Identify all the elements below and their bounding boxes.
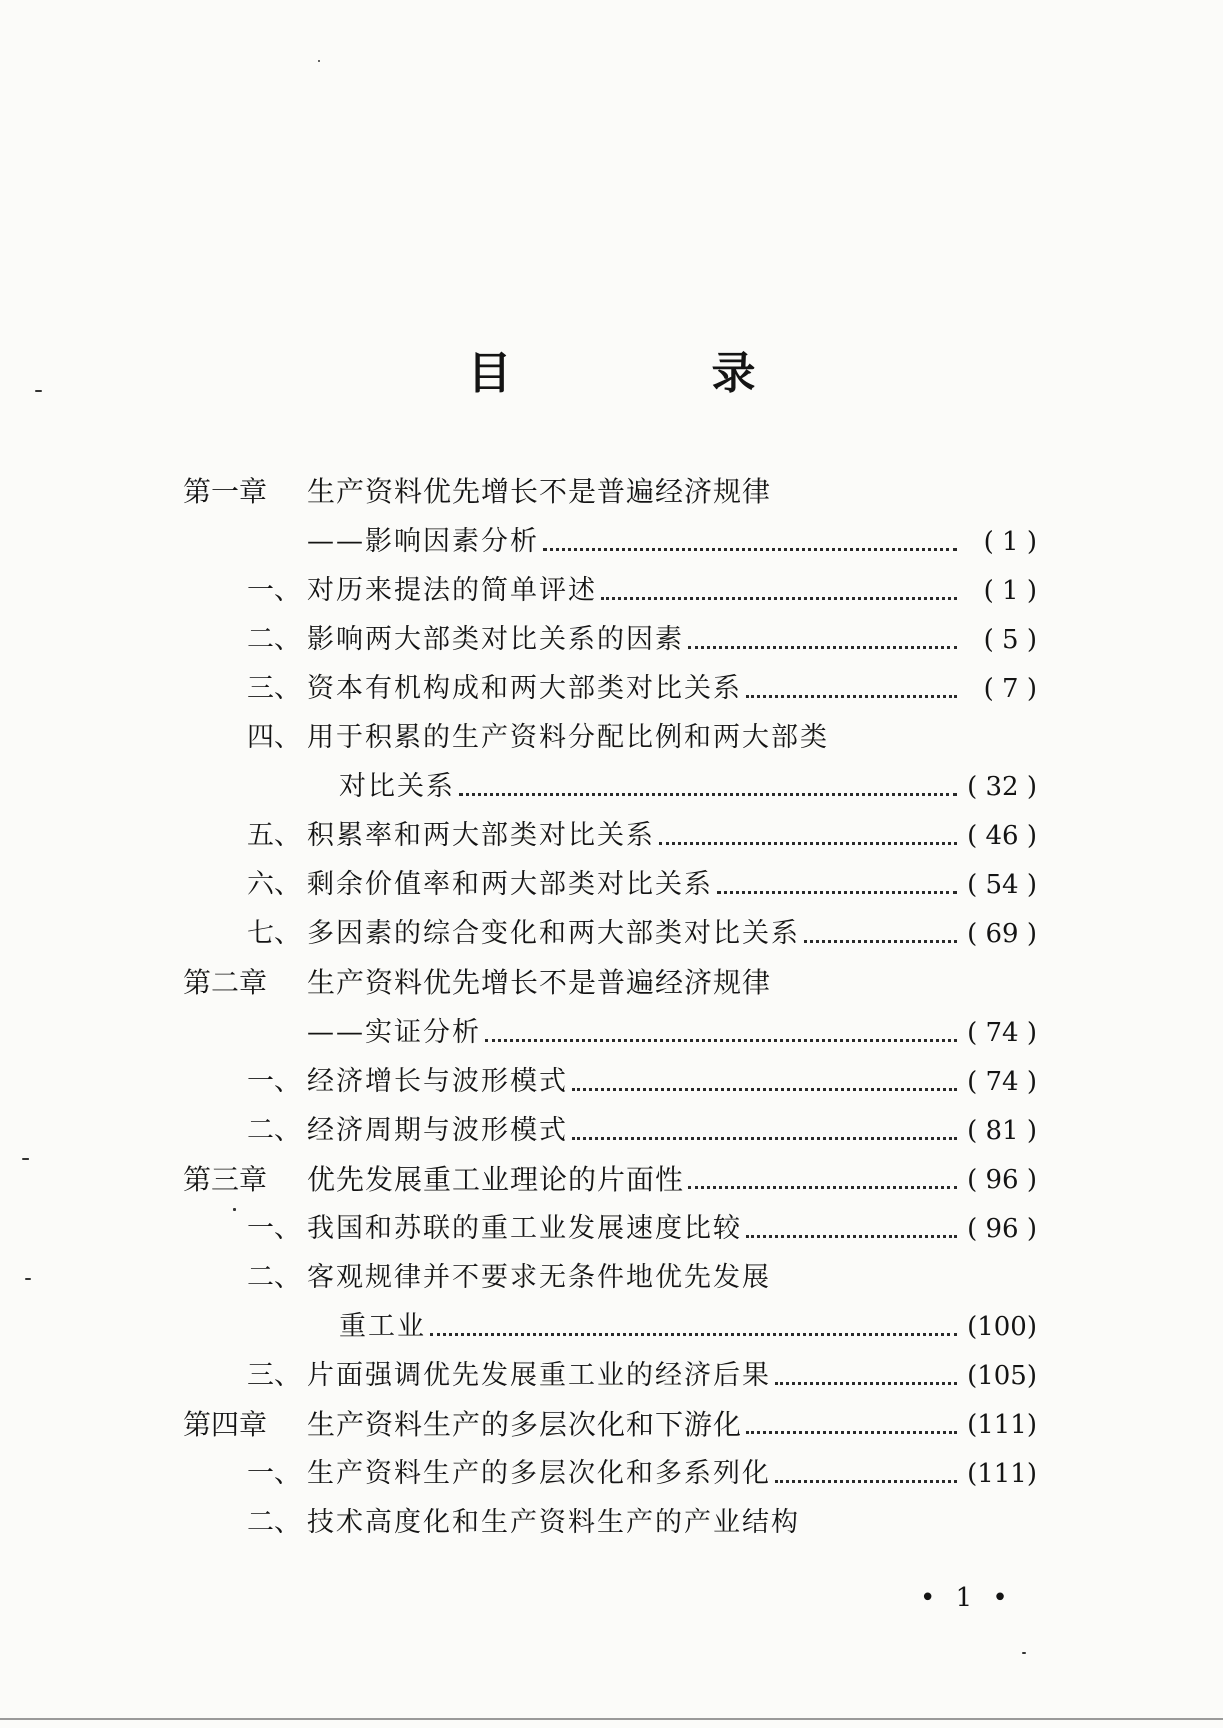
toc-entry-section[interactable] xyxy=(247,816,1037,856)
toc-entry-section[interactable] xyxy=(247,718,1037,758)
section-number: 二、 xyxy=(247,1115,301,1146)
entry-title: 生产资料生产的多层次化和下游化 xyxy=(307,1408,743,1441)
page-number: ( 96 ) xyxy=(967,1214,1037,1244)
scan-speck xyxy=(233,1208,236,1211)
entry-title: 客观规律并不要求无条件地优先发展 xyxy=(307,1262,771,1293)
leader-dots xyxy=(459,793,957,796)
page-number: ( 69 ) xyxy=(967,919,1037,949)
entry-title: 对比关系 xyxy=(339,771,455,802)
section-number: 一、 xyxy=(247,1213,301,1244)
toc-entry-section[interactable] xyxy=(247,1258,1037,1298)
leader-dots xyxy=(430,1333,957,1336)
chapter-label: 第一章 xyxy=(183,475,268,508)
toc-entry-section[interactable] xyxy=(247,620,1037,660)
entry-title: 影响两大部类对比关系的因素 xyxy=(307,624,684,655)
page-number: ( 32 ) xyxy=(967,772,1037,802)
leader-dots xyxy=(572,1088,957,1091)
entry-title: ——实证分析 xyxy=(307,1017,481,1048)
leader-dots xyxy=(688,646,957,649)
page-number: (111) xyxy=(967,1459,1037,1489)
page-title: 目 录 xyxy=(467,348,834,399)
page-number: ( 81 ) xyxy=(967,1116,1037,1146)
section-number: 三、 xyxy=(247,673,301,704)
leader-dots xyxy=(485,1039,957,1042)
page-number: ( 7 ) xyxy=(983,674,1037,704)
section-number: 一、 xyxy=(247,1066,301,1097)
scan-speck xyxy=(25,1278,31,1280)
leader-dots xyxy=(746,1431,957,1434)
entry-title: 生产资料生产的多层次化和多系列化 xyxy=(307,1458,771,1489)
toc-entry-section[interactable] xyxy=(247,1503,1037,1543)
toc-entry-continuation[interactable] xyxy=(339,1307,1037,1347)
entry-title: 资本有机构成和两大部类对比关系 xyxy=(307,673,742,704)
section-number: 二、 xyxy=(247,624,301,655)
page-number: ( 46 ) xyxy=(967,821,1037,851)
toc-entry-continuation[interactable] xyxy=(339,767,1037,807)
entry-title: 片面强调优先发展重工业的经济后果 xyxy=(307,1360,771,1391)
section-number: 六、 xyxy=(247,869,301,900)
entry-title: 我国和苏联的重工业发展速度比较 xyxy=(307,1213,742,1244)
toc-entry-section[interactable] xyxy=(247,1356,1037,1396)
section-number: 四、 xyxy=(247,722,301,753)
page-number: ( 5 ) xyxy=(983,625,1037,655)
entry-title: 多因素的综合变化和两大部类对比关系 xyxy=(307,918,800,949)
section-number: 三、 xyxy=(247,1360,301,1391)
toc-entry-chapter[interactable] xyxy=(183,963,1037,1003)
entry-title: 用于积累的生产资料分配比例和两大部类 xyxy=(307,722,829,753)
leader-dots xyxy=(775,1480,957,1483)
toc-entry-section[interactable] xyxy=(247,1062,1037,1102)
toc-entry-section[interactable] xyxy=(247,914,1037,954)
toc-entry-section[interactable] xyxy=(247,1209,1037,1249)
toc-entry-chapter[interactable] xyxy=(183,1405,1037,1445)
toc-entry-section[interactable] xyxy=(247,571,1037,611)
leader-dots xyxy=(746,1235,957,1238)
entry-title: 生产资料优先增长不是普遍经济规律 xyxy=(307,475,772,508)
entry-title: 经济周期与波形模式 xyxy=(307,1115,568,1146)
leader-dots xyxy=(688,1186,957,1189)
page-number: ( 1 ) xyxy=(983,527,1037,557)
scan-speck xyxy=(318,60,320,62)
page-number: ( 74 ) xyxy=(967,1067,1037,1097)
entry-title: ——影响因素分析 xyxy=(307,526,539,557)
section-number: 二、 xyxy=(247,1507,301,1538)
entry-title: 生产资料优先增长不是普遍经济规律 xyxy=(307,966,772,999)
entry-title: 重工业 xyxy=(339,1311,426,1342)
toc-entry-subtitle[interactable] xyxy=(307,1013,1037,1053)
page-number: ( 96 ) xyxy=(967,1165,1037,1195)
scan-speck xyxy=(27,1158,29,1160)
entry-title: 积累率和两大部类对比关系 xyxy=(307,820,655,851)
page-number: ( 54 ) xyxy=(967,870,1037,900)
page-number: (105) xyxy=(967,1361,1037,1391)
section-number: 二、 xyxy=(247,1262,301,1293)
scan-edge-line xyxy=(0,1718,1223,1720)
page-footer-number: • 1 • xyxy=(920,1583,1014,1613)
leader-dots xyxy=(746,695,957,698)
leader-dots xyxy=(775,1382,957,1385)
entry-title: 剩余价值率和两大部类对比关系 xyxy=(307,869,713,900)
entry-title: 优先发展重工业理论的片面性 xyxy=(307,1163,685,1196)
leader-dots xyxy=(543,548,957,551)
toc-entry-section[interactable] xyxy=(247,865,1037,905)
toc-entry-section[interactable] xyxy=(247,669,1037,709)
toc-entry-section[interactable] xyxy=(247,1111,1037,1151)
toc-entry-subtitle[interactable] xyxy=(307,522,1037,562)
leader-dots xyxy=(804,940,957,943)
leader-dots xyxy=(601,597,957,600)
scan-speck xyxy=(1022,1652,1026,1654)
page-number: ( 1 ) xyxy=(983,576,1037,606)
leader-dots xyxy=(659,842,957,845)
section-number: 一、 xyxy=(247,575,301,606)
toc-entry-chapter[interactable] xyxy=(183,1160,1037,1200)
leader-dots xyxy=(572,1137,957,1140)
page-number: (111) xyxy=(967,1410,1037,1440)
chapter-label: 第二章 xyxy=(183,966,268,999)
page-number: (100) xyxy=(967,1312,1037,1342)
page-number: ( 74 ) xyxy=(967,1018,1037,1048)
scan-speck xyxy=(35,390,42,392)
entry-title: 技术高度化和生产资料生产的产业结构 xyxy=(307,1507,800,1538)
section-number: 五、 xyxy=(247,820,301,851)
chapter-label: 第四章 xyxy=(183,1408,268,1441)
section-number: 七、 xyxy=(247,918,301,949)
entry-title: 对历来提法的简单评述 xyxy=(307,575,597,606)
entry-title: 经济增长与波形模式 xyxy=(307,1066,568,1097)
chapter-label: 第三章 xyxy=(183,1163,268,1196)
toc-entry-section[interactable] xyxy=(247,1454,1037,1494)
leader-dots xyxy=(717,891,957,894)
section-number: 一、 xyxy=(247,1458,301,1489)
toc-entry-chapter[interactable] xyxy=(183,472,1037,512)
